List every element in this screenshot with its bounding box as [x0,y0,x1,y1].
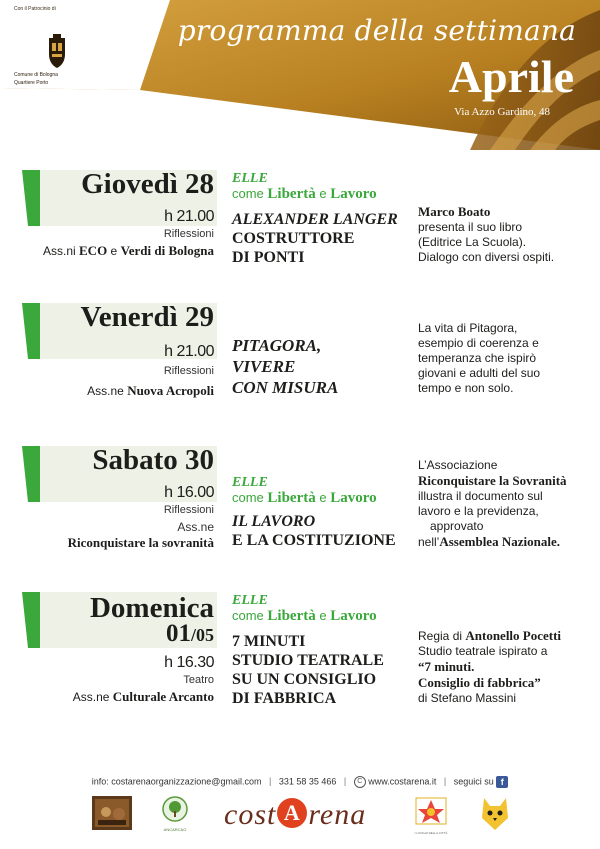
footer-phone[interactable]: 331 58 35 466 [278,776,337,787]
district-name: Quartiere Porto [14,80,49,86]
talk-line: E LA COSTITUZIONE [232,532,396,549]
event-description [418,628,561,706]
desc-line: approvato [430,519,484,533]
bologna-crest-icon [44,34,70,70]
partner-logo-luoghi [414,796,448,835]
header-banner [0,0,600,150]
patronage-block [14,6,124,86]
event-time: h 16.30 [164,654,214,671]
talk-line: ALEXANDER LANGER [232,211,398,228]
city-name: Comune di Bologna [14,72,58,78]
facebook-icon[interactable]: f [496,776,508,788]
talk-line: VIVERE [232,357,296,376]
event-kind: Riflessioni [163,504,214,516]
elle-subtitle: come Libertà e Lavoro [232,608,377,624]
event-date [166,620,214,648]
event-kind: Riflessioni [163,365,214,377]
talk-line: SU UN CONSIGLIO [232,671,377,688]
desc-line: L’Associazione [418,458,498,472]
logo-text-left: cost [224,798,277,831]
event-talk-title [232,512,315,531]
assoc-prefix: Ass.ne [87,384,124,398]
event-description [418,204,554,265]
event-date-month: /05 [190,625,214,645]
event-time: h 16.00 [164,484,214,501]
footer-follow-label: seguici su [453,776,494,787]
logo-a-mark: A [277,798,307,828]
desc-line: giovani e adulti del suo [418,366,541,380]
elle-title: ELLE [232,475,268,490]
desc-line-bold: Consiglio di fabbrica” [418,675,541,690]
desc-line: Regia di [418,629,463,643]
colorful-star-icon [414,796,448,826]
desc-line-bold: Riconquistare la Sovranità [418,473,567,488]
elle-series-label [232,476,377,506]
talk-line: COSTRUTTORE [232,230,355,247]
partner-logo-ancarcao [160,796,190,832]
event-day: Sabato 30 [92,444,214,476]
patronage-label: Con il Patrocinio di [14,6,56,12]
talk-line: DI PONTI [232,249,305,266]
elle-title: ELLE [232,171,268,186]
event-talk-title-cont [232,229,354,267]
event-association [87,383,214,399]
speaker-name: Marco Boato [418,204,491,219]
costarena-small-icon: C [354,776,366,788]
elle-series-label [232,172,377,202]
footer-website[interactable]: www.costarena.it [368,776,437,787]
desc-line: temperanza che ispirò [418,351,537,365]
talk-line: CON MISURA [232,378,339,397]
event-talk-title [232,335,338,398]
desc-line: (Editrice La Scuola). [418,235,527,249]
event-day: Domenica [89,592,214,624]
assoc-name-2: Verdi di Bologna [120,243,214,258]
desc-line: tempo e non solo. [418,381,514,395]
talk-line: PITAGORA, [232,336,322,355]
talk-line: STUDIO TEATRALE [232,652,384,669]
program-title: programma della settimana [177,14,576,47]
event-day: Giovedì 28 [81,168,214,200]
event-kind: Teatro [183,674,214,686]
event-description [418,458,567,550]
event-date-day: 01 [165,620,191,647]
logo-text-right: rena [308,798,367,831]
partner-logo-painting-icon [92,796,132,830]
elle-series-label [232,594,377,624]
desc-line: esempio di coerenza e [418,336,539,350]
elle-subtitle: come Libertà e Lavoro [232,186,377,202]
assoc-name: Riconquistare la sovranità [67,535,214,550]
event-association [73,689,214,705]
desc-line: nell’ [418,535,440,549]
desc-line: illustra il documento sul [418,489,543,503]
talk-line: DI FABBRICA [232,690,337,707]
footer-email[interactable]: info: costarenaorganizzazione@gmail.com [91,776,262,787]
director-name: Antonello Pocetti [465,628,562,643]
elle-subtitle: come Libertà e Lavoro [232,490,377,506]
month-title: Aprile [448,51,574,102]
tree-circle-icon [160,796,190,822]
partner-logo-cat-icon [478,796,512,832]
desc-line: Dialogo con diversi ospiti. [418,250,555,264]
luoghi-label: I LUOGHI DELLA CITTÀ [414,831,448,835]
event-description [418,321,540,396]
event-talk-title [232,210,398,229]
event-day: Venerdì 29 [80,301,214,333]
assoc-join: e [110,244,118,258]
assoc-prefix: Ass.ne [177,520,214,534]
costarena-logo [224,798,366,832]
assoc-name-1: ECO [79,243,108,258]
event-time: h 21.00 [164,343,214,360]
footer-contact-bar: info: costarenaorganizzazione@gmail.com | 331 58 35 466 | C www.costarena.it | seguici su f [0,776,600,788]
event-association [43,243,214,259]
desc-line: presenta il suo libro [418,220,523,234]
event-talk-title-cont [232,531,396,550]
desc-line: La vita di Pitagora, [418,321,518,335]
assoc-name: Culturale Arcanto [112,689,214,704]
assoc-prefix: Ass.ne [72,690,110,704]
event-talk-title [232,632,384,708]
talk-line: IL LAVORO [232,513,316,530]
assoc-name: Nuova Acropoli [127,383,214,398]
desc-line: Studio teatrale ispirato a [418,644,548,658]
assoc-prefix: Ass.ni [42,244,76,258]
ancarcao-label: ANCARCAO [163,827,187,832]
elle-title: ELLE [232,593,268,608]
desc-line: lavoro e la previdenza, [418,504,539,518]
event-association [68,535,214,551]
event-time: h 21.00 [164,208,214,225]
event-kind: Riflessioni [163,228,214,240]
desc-line-bold: “7 minuti. [418,659,475,674]
venue-address: Via Azzo Gardino, 48 [454,106,550,118]
desc-line-bold: Assemblea Nazionale. [439,534,560,549]
talk-line: 7 MINUTI [232,633,306,650]
desc-line: di Stefano Massini [418,691,517,705]
